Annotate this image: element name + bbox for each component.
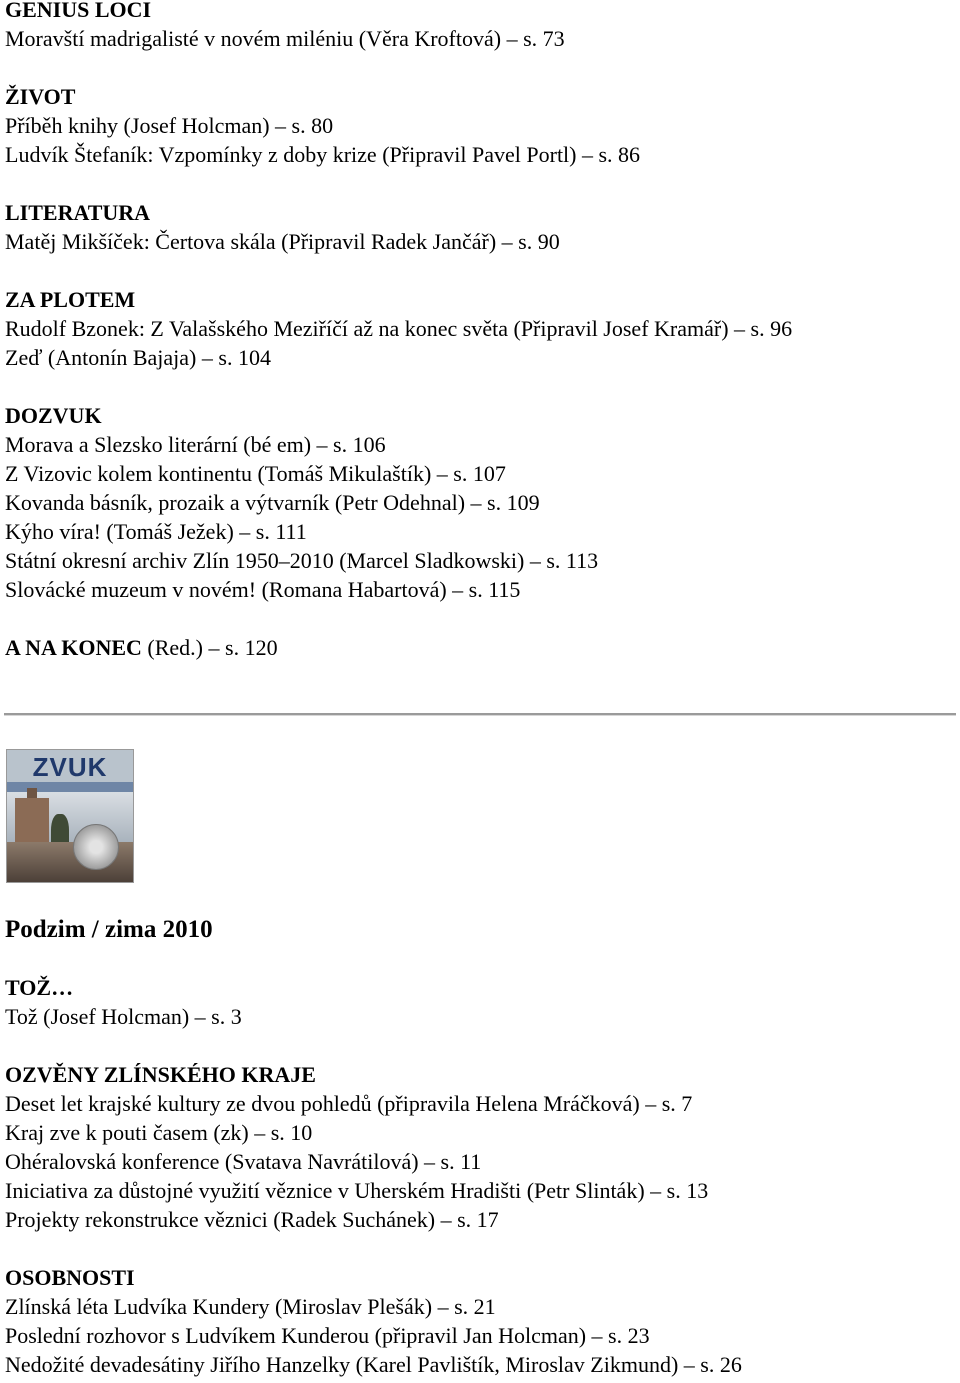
contents-entry: Morava a Slezsko literární (bé em) – s. 106 xyxy=(5,432,386,457)
contents-entry: Projekty rekonstrukce věznici (Radek Suchánek) – s. 17 xyxy=(5,1207,499,1232)
section-heading: GENIUS LOCI xyxy=(5,0,152,22)
contents-entry: Kovanda básník, prozaik a výtvarník (Petr Odehnal) – s. 109 xyxy=(5,490,540,515)
issue-title: Podzim / zima 2010 xyxy=(5,916,213,943)
section-heading: OSOBNOSTI xyxy=(5,1265,135,1290)
top-contents xyxy=(5,0,955,662)
contents-entry: Zlínská léta Ludvíka Kundery (Miroslav Plešák) – s. 21 xyxy=(5,1294,496,1319)
section-zivot xyxy=(5,82,955,169)
page-reference: (Red.) – s. 120 xyxy=(141,635,278,660)
contents-entry: Státní okresní archiv Zlín 1950–2010 (Marcel Sladkowski) – s. 113 xyxy=(5,548,599,573)
contents-entry: Nedožité devadesátiny Jiřího Hanzelky (Karel Pavlištík, Miroslav Zikmund) – s. 26 xyxy=(5,1352,742,1377)
contents-entry: Poslední rozhovor s Ludvíkem Kunderou (připravil Jan Holcman) – s. 23 xyxy=(5,1323,650,1348)
section-toz xyxy=(5,973,955,1031)
section-heading: ZA PLOTEM xyxy=(5,287,136,312)
section-za-plotem xyxy=(5,285,955,372)
contents-entry: Kýho víra! (Tomáš Ježek) – s. 111 xyxy=(5,519,307,544)
bottom-contents xyxy=(5,915,955,1379)
cover-logo: ZVUK xyxy=(32,752,108,782)
section-heading: LITERATURA xyxy=(5,200,151,225)
section-heading: TOŽ… xyxy=(5,975,74,1000)
contents-entry: Moravští madrigalisté v novém miléniu (Věra Kroftová) – s. 73 xyxy=(5,26,565,51)
contents-entry: Zeď (Antonín Bajaja) – s. 104 xyxy=(5,345,271,370)
contents-entry: Z Vizovic kolem kontinentu (Tomáš Mikulaštík) – s. 107 xyxy=(5,461,506,486)
section-heading: DOZVUK xyxy=(5,403,102,428)
section-heading: A NA KONEC xyxy=(5,635,142,660)
horizontal-divider xyxy=(4,713,956,716)
magazine-cover-image xyxy=(6,749,134,883)
section-ozveny xyxy=(5,1060,955,1234)
section-heading: ŽIVOT xyxy=(5,84,76,109)
section-heading: OZVĚNY ZLÍNSKÉHO KRAJE xyxy=(5,1062,316,1087)
contents-entry: Kraj zve k pouti časem (zk) – s. 10 xyxy=(5,1120,313,1145)
contents-entry: Deset let krajské kultury ze dvou pohledů (připravila Helena Mráčková) – s. 7 xyxy=(5,1091,693,1116)
section-dozvuk xyxy=(5,401,955,604)
section-a-na-konec xyxy=(5,633,955,662)
section-literatura xyxy=(5,198,955,256)
contents-entry: Tož (Josef Holcman) – s. 3 xyxy=(5,1004,242,1029)
contents-entry: Rudolf Bzonek: Z Valašského Meziříčí až na konec světa (Připravil Josef Kramář) – s. 96 xyxy=(5,316,793,341)
contents-entry xyxy=(5,633,955,662)
contents-entry: Příběh knihy (Josef Holcman) – s. 80 xyxy=(5,113,334,138)
section-osobnosti xyxy=(5,1263,955,1379)
contents-entry: Ludvík Štefaník: Vzpomínky z doby krize (Připravil Pavel Portl) – s. 86 xyxy=(5,142,641,167)
contents-entry: Iniciativa za důstojné využití věznice v Uherském Hradišti (Petr Slinták) – s. 13 xyxy=(5,1178,709,1203)
section-genius-loci xyxy=(5,0,955,53)
cover-disc-sculpture xyxy=(73,824,119,870)
contents-entry: Matěj Mikšíček: Čertova skála (Připravil Radek Jančář) – s. 90 xyxy=(5,229,560,254)
contents-entry: Slovácké muzeum v novém! (Romana Habartová) – s. 115 xyxy=(5,577,521,602)
contents-entry: Ohéralovská konference (Svatava Navrátilová) – s. 11 xyxy=(5,1149,482,1174)
